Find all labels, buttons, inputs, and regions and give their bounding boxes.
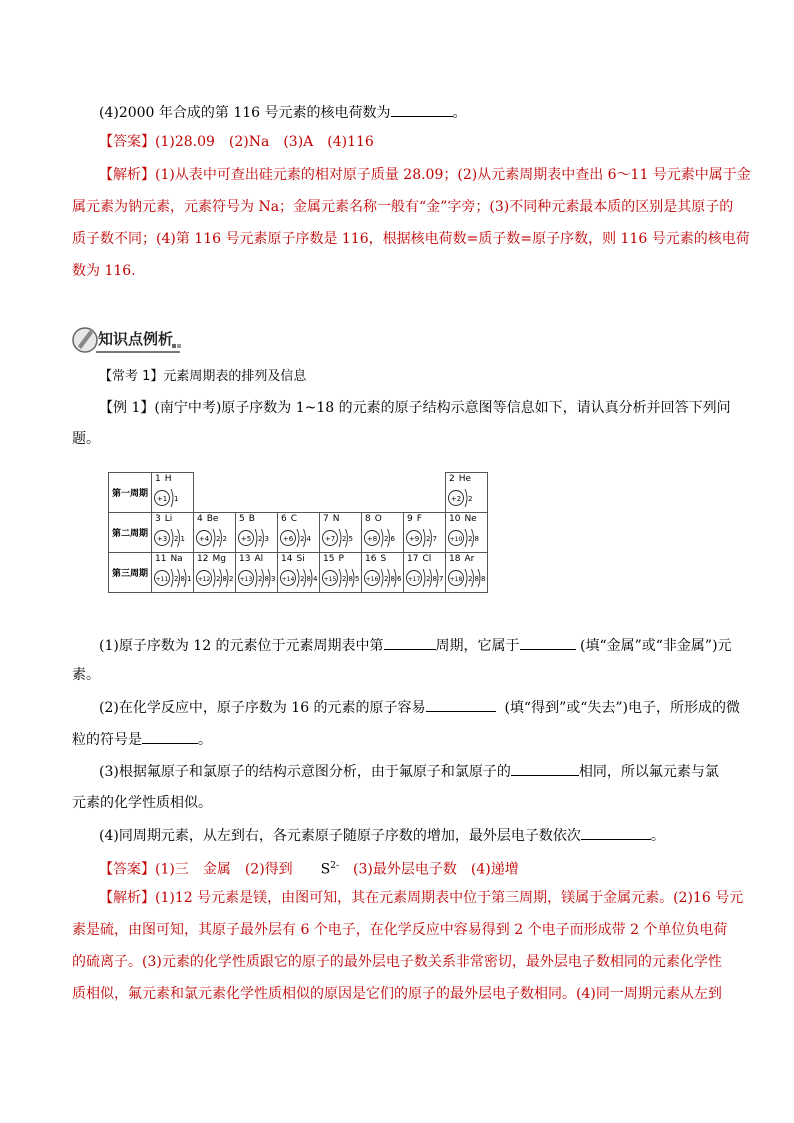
electron-count: 2: [384, 535, 389, 543]
atom-diagram: [362, 565, 403, 591]
element-cell: [362, 553, 404, 593]
atom-diagram: [278, 525, 319, 551]
answer-1-text: (1)28.09 (2)Na (3)A (4)116: [155, 134, 374, 150]
electron-shell-arc: [297, 569, 299, 587]
answer-2-part1: (1)三 金属 (2)得到: [155, 861, 321, 878]
example-line-2: 题。: [72, 431, 100, 447]
nuclear-charge: +15: [323, 576, 337, 583]
electron-count: 6: [390, 535, 395, 543]
electron-count: 8: [432, 575, 437, 583]
answer-1-tag: 【答案】: [99, 134, 155, 150]
atomic-number: 3: [155, 514, 161, 524]
q3-line: [99, 761, 719, 782]
atomic-number: 1: [155, 474, 161, 484]
atomic-number: 15: [323, 554, 335, 564]
element-symbol: N: [332, 514, 340, 524]
section-title: 知识点例析: [98, 330, 174, 348]
element-cell: [278, 553, 320, 593]
atomic-number: 13: [239, 554, 251, 564]
nuclear-charge: +9: [408, 535, 420, 543]
q1-text-c: (填“金属”或“非金属”)元: [580, 638, 732, 654]
q2-text-c: 粒的符号是: [72, 732, 142, 748]
electron-shell-arc: [465, 489, 467, 507]
q3-line-2: 元素的化学性质相似。: [72, 795, 212, 811]
electron-count: 3: [264, 535, 269, 543]
element-symbol: Be: [206, 514, 219, 524]
electron-count: 1: [174, 495, 179, 503]
electron-shell-arc: [297, 529, 299, 547]
answer-1-line: [99, 132, 374, 152]
analysis-2-line-2: 的硫离子。(3)元素的化学性质跟它的原子的最外层电子数关系非常密切，最外层电子数相同的元素化学性: [72, 954, 722, 970]
electron-count: 2: [258, 535, 263, 543]
nuclear-charge: +8: [366, 535, 378, 543]
electron-count: 7: [439, 575, 444, 583]
electron-shell-arc: [339, 529, 341, 547]
electron-count: 8: [474, 575, 479, 583]
element-label: [449, 474, 471, 484]
nuclear-charge: +6: [282, 535, 294, 543]
element-cell: [320, 513, 362, 553]
atomic-number: 16: [365, 554, 377, 564]
element-label: [281, 554, 305, 564]
answer-2-tag: 【答案】: [99, 861, 155, 878]
atomic-number: 11: [155, 554, 167, 564]
element-cell: [446, 473, 488, 513]
element-label: [155, 474, 172, 484]
q4b-line: [99, 825, 665, 846]
electron-count: 8: [222, 575, 227, 583]
element-symbol: B: [248, 514, 255, 524]
analysis-1-line-0: [99, 165, 751, 185]
electron-count: 8: [348, 575, 353, 583]
element-symbol: He: [458, 474, 472, 484]
atomic-number: 4: [197, 514, 203, 524]
electron-shell-arc: [381, 569, 383, 587]
element-cell: [404, 553, 446, 593]
electron-shell-arc: [381, 529, 383, 547]
atom-diagram: [404, 565, 445, 591]
electron-count: 8: [180, 575, 185, 583]
element-label: [365, 554, 386, 564]
electron-shell-arc: [339, 569, 341, 587]
electron-count: 8: [306, 575, 311, 583]
atomic-number: 7: [323, 514, 329, 524]
nuclear-charge: +5: [240, 535, 252, 543]
atom-diagram: [236, 565, 277, 591]
element-label: [239, 554, 263, 564]
electron-count: 2: [468, 535, 473, 543]
electron-count: 2: [300, 575, 305, 583]
atom-diagram: [320, 565, 361, 591]
electron-count: 2: [468, 575, 473, 583]
element-label: [449, 514, 477, 524]
element-cell: [194, 513, 236, 553]
q1-line: [99, 635, 732, 656]
q2-line-2: [72, 729, 212, 750]
element-cell: [446, 553, 488, 593]
atom-diagram: [236, 525, 277, 551]
electron-count: 1: [180, 535, 185, 543]
element-label: [323, 554, 344, 564]
element-label: [365, 514, 382, 524]
empty-gap: [194, 473, 446, 513]
electron-count: 4: [306, 535, 311, 543]
electron-shell-arc: [423, 529, 425, 547]
atomic-number: 10: [449, 514, 461, 524]
nuclear-charge: +7: [324, 535, 336, 543]
analysis-1-tag: 【解析】: [99, 167, 155, 183]
electron-count: 8: [481, 575, 486, 583]
electron-count: 2: [216, 535, 221, 543]
electron-count: 8: [390, 575, 395, 583]
answer-blank: [581, 825, 651, 840]
nuclear-charge: +12: [197, 576, 211, 583]
answer-blank: [142, 729, 198, 744]
electron-count: 1: [187, 575, 192, 583]
electron-count: 4: [313, 575, 318, 583]
nuclear-charge: +1: [156, 495, 168, 503]
atom-diagram: [152, 565, 193, 591]
electron-shell-arc: [465, 529, 467, 547]
element-label: [155, 514, 172, 524]
electron-shell-arc: [171, 569, 173, 587]
element-label: [407, 554, 431, 564]
nuclear-charge: +14: [281, 576, 295, 583]
q3-text-b: 相同，所以氟元素与氯: [578, 764, 719, 780]
q3-text-a: (3)根据氟原子和氯原子的结构示意图分析，由于氟原子和氯原子的: [99, 764, 511, 780]
answer-blank: [384, 635, 436, 650]
electron-count: 2: [342, 535, 347, 543]
q4-text-a: (4)同周期元素，从左到右，各元素原子随原子序数的增加，最外层电子数依次: [99, 828, 581, 844]
element-symbol: P: [338, 554, 344, 564]
atom-diagram: [194, 525, 235, 551]
element-label: [281, 514, 297, 524]
element-symbol: Na: [170, 554, 183, 564]
atomic-number: 12: [197, 554, 209, 564]
analysis-2-line-1: 素是硫，由图可知，其原子最外层有 6 个电子，在化学反应中容易得到 2 个电子而形成带 2 个单位负电荷: [72, 922, 728, 938]
element-cell: [152, 513, 194, 553]
electron-shell-arc: [255, 569, 257, 587]
element-symbol: H: [164, 474, 172, 484]
atom-diagram: [362, 525, 403, 551]
element-label: [197, 514, 218, 524]
element-cell: [278, 513, 320, 553]
atom-diagram: [194, 565, 235, 591]
element-symbol: Li: [164, 514, 173, 524]
element-label: [407, 514, 422, 524]
atom-diagram: [320, 525, 361, 551]
period-row-2: [109, 513, 488, 553]
element-label: [239, 514, 255, 524]
atom-diagram: [446, 565, 487, 591]
electron-shell-arc: [213, 569, 215, 587]
answer-blank: [426, 697, 496, 712]
electron-count: 8: [474, 535, 479, 543]
nuclear-charge: +13: [239, 576, 253, 583]
nuclear-charge: +2: [450, 495, 462, 503]
nuclear-charge: +10: [449, 536, 463, 543]
electron-count: 2: [222, 535, 227, 543]
electron-count: 2: [468, 495, 473, 503]
atomic-number: 18: [449, 554, 461, 564]
element-cell: [446, 513, 488, 553]
period-row-1: [109, 473, 488, 513]
topic-heading: 【常考 1】元素周期表的排列及信息: [99, 369, 307, 384]
element-symbol: S: [380, 554, 387, 564]
element-label: [449, 554, 474, 564]
electron-count: 6: [397, 575, 402, 583]
analysis-2-text-0: (1)12 号元素是镁，由图可知，其在元素周期表中位于第三周期，镁属于金属元素。(2)16 号元: [155, 890, 744, 906]
element-symbol: F: [416, 514, 422, 524]
element-symbol: Al: [254, 554, 264, 564]
q2-text-a: (2)在化学反应中，原子序数为 16 的元素的原子容易: [99, 700, 426, 716]
electron-count: 2: [300, 535, 305, 543]
atomic-number: 2: [449, 474, 455, 484]
q2-line: [99, 697, 740, 718]
atom-diagram: [152, 525, 193, 551]
element-symbol: C: [290, 514, 298, 524]
nuclear-charge: +16: [365, 576, 379, 583]
q1-text-a: (1)原子序数为 12 的元素位于元素周期表中第: [99, 638, 384, 654]
answer-2-part2: (3)最外层电子数 (4)递增: [339, 861, 519, 878]
period-label: 第三周期: [109, 553, 152, 593]
electron-count: 2: [426, 575, 431, 583]
electron-shell-arc: [171, 529, 173, 547]
element-cell: [320, 553, 362, 593]
element-symbol: Si: [296, 554, 305, 564]
example-line-1: 【例 1】(南宁中考)原子序数为 1~18 的元素的原子结构示意图等信息如下，请认真分析并回答下列问: [99, 400, 731, 416]
element-symbol: Mg: [212, 554, 226, 564]
answer-blank: [391, 102, 453, 117]
analysis-1-line-2: 质子数不同；(4)第 116 号元素原子序数是 116，根据核电荷数=质子数=原子序数，则 116 号元素的核电荷: [72, 231, 750, 247]
element-symbol: Ar: [464, 554, 475, 564]
element-label: [197, 554, 226, 564]
electron-count: 5: [355, 575, 360, 583]
element-cell: [236, 513, 278, 553]
electron-shell-arc: [255, 529, 257, 547]
atomic-number: 8: [365, 514, 371, 524]
electron-count: 2: [258, 575, 263, 583]
element-cell: [236, 553, 278, 593]
question-4-end: 。: [452, 105, 467, 121]
nuclear-charge: +11: [155, 576, 169, 583]
q1-text-b: 周期，它属于: [435, 638, 520, 654]
electron-shell-arc: [465, 569, 467, 587]
atomic-number: 14: [281, 554, 293, 564]
atom-diagram: [446, 485, 487, 511]
electron-count: 2: [384, 575, 389, 583]
element-cell: [152, 553, 194, 593]
electron-count: 2: [426, 535, 431, 543]
analysis-2-tag: 【解析】: [99, 890, 155, 906]
question-4-line: [99, 102, 467, 123]
analysis-1-line-3: 数为 116.: [72, 263, 136, 279]
nuclear-charge: +17: [407, 576, 421, 583]
element-cell: [404, 513, 446, 553]
period-label: 第一周期: [109, 473, 152, 513]
electron-count: 2: [229, 575, 234, 583]
atom-diagram: [446, 525, 487, 551]
q4-text-b: 。: [650, 828, 665, 844]
atomic-number: 6: [281, 514, 287, 524]
nuclear-charge: +18: [449, 576, 463, 583]
element-symbol: O: [374, 514, 382, 524]
electron-shell-arc: [213, 529, 215, 547]
element-cell: [362, 513, 404, 553]
question-4-text: (4)2000 年合成的第 116 号元素的核电荷数为: [99, 105, 391, 121]
atomic-number: 9: [407, 514, 413, 524]
electron-count: 2: [216, 575, 221, 583]
analysis-1-line-1: 属元素为钠元素，元素符号为 Na；金属元素名称一般有“金”字旁；(3)不同种元素最本质的区别是其原子的: [72, 199, 734, 215]
answer-blank: [520, 635, 576, 650]
q1-line-2: 素。: [72, 667, 100, 683]
element-cell: [152, 473, 194, 513]
electron-count: 8: [264, 575, 269, 583]
electron-count: 5: [348, 535, 353, 543]
electron-count: 3: [271, 575, 276, 583]
answer-2-line: [99, 856, 519, 880]
atom-diagram: [404, 525, 445, 551]
nuclear-charge: +3: [156, 535, 168, 543]
element-symbol: Ne: [464, 514, 477, 524]
periodic-table: [108, 472, 488, 593]
ion-symbol: S: [320, 861, 331, 878]
atom-diagram: [278, 565, 319, 591]
period-row-3: [109, 553, 488, 593]
electron-count: 2: [174, 575, 179, 583]
analysis-2-line-0: [99, 888, 743, 908]
analysis-2-line-3: 质相似，氟元素和氯元素化学性质相似的原因是它们的原子的最外层电子数相同。(4)同一周期元素从左到: [72, 986, 722, 1002]
q2-text-d: 。: [198, 732, 212, 748]
answer-blank: [511, 761, 579, 776]
electron-count: 7: [432, 535, 437, 543]
ion-charge: 2-: [330, 861, 340, 871]
element-cell: [194, 553, 236, 593]
electron-count: 2: [342, 575, 347, 583]
element-label: [323, 514, 339, 524]
atom-diagram: [152, 485, 193, 511]
element-symbol: Cl: [422, 554, 432, 564]
element-label: [155, 554, 183, 564]
q2-text-b: (填“得到”或“失去”)电子，所形成的微: [504, 700, 741, 716]
nuclear-charge: +4: [198, 535, 210, 543]
electron-shell-arc: [171, 489, 173, 507]
period-label: 第二周期: [109, 513, 152, 553]
atomic-number: 17: [407, 554, 419, 564]
analysis-1-text-0: (1)从表中可查出硅元素的相对原子质量 28.09；(2)从元素周期表中查出 6～11 号元素中属于金: [155, 167, 751, 183]
electron-shell-arc: [423, 569, 425, 587]
electron-count: 2: [174, 535, 179, 543]
atomic-number: 5: [239, 514, 245, 524]
